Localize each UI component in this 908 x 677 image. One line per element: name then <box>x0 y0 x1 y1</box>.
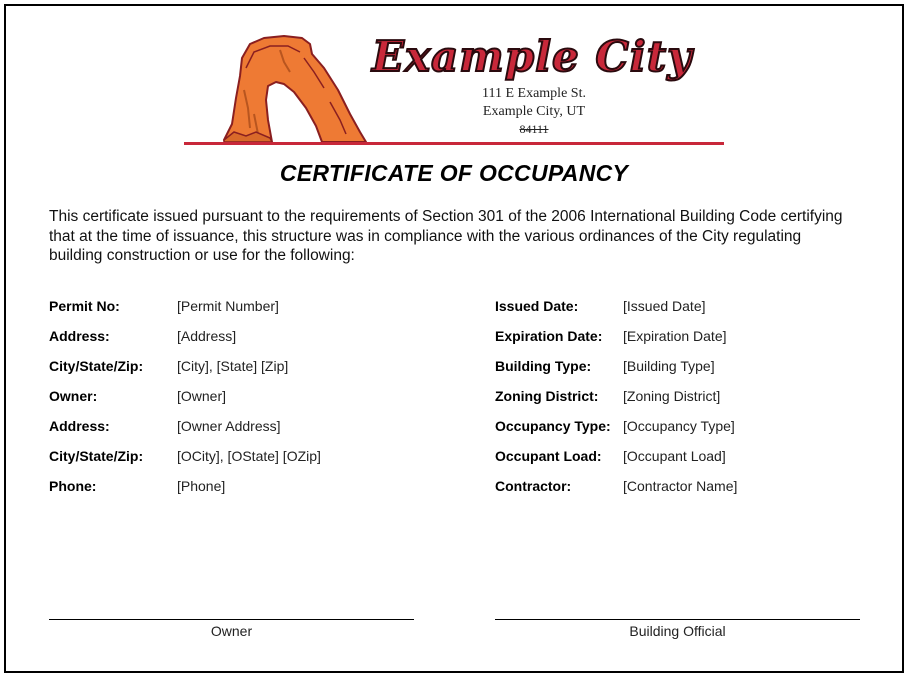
field-label: Address: <box>49 328 110 344</box>
field-value: [OCity], [OState] [OZip] <box>177 448 321 464</box>
field-value: [Address] <box>177 328 237 344</box>
field-value: [City], [State] [Zip] <box>177 358 289 374</box>
field-label: Owner: <box>49 388 98 404</box>
field-value: [Zoning District] <box>623 388 721 404</box>
field-label: Issued Date: <box>495 298 579 314</box>
owner-signature-block <box>49 619 414 639</box>
field-label: Expiration Date: <box>495 328 603 344</box>
field-value: [Permit Number] <box>177 298 279 314</box>
field-value: [Owner Address] <box>177 418 281 434</box>
field-label: Occupant Load: <box>495 448 602 464</box>
field-label: Zoning District: <box>495 388 599 404</box>
field-label: Building Type: <box>495 358 592 374</box>
field-value: [Building Type] <box>623 358 715 374</box>
official-signature-line <box>495 619 860 620</box>
letterhead <box>184 28 724 146</box>
owner-signature-line <box>49 619 414 620</box>
address-line-1: 111 E Example St. <box>482 86 586 101</box>
field-value: [Expiration Date] <box>623 328 727 344</box>
header-divider <box>184 142 724 145</box>
official-signature-label: Building Official <box>629 623 726 639</box>
field-label: Contractor: <box>495 478 572 494</box>
field-label: City/State/Zip: <box>49 448 144 464</box>
field-label: Phone: <box>49 478 97 494</box>
official-signature-block <box>495 619 860 639</box>
field-value: [Occupant Load] <box>623 448 726 464</box>
field-value: [Contractor Name] <box>623 478 738 494</box>
field-value: [Occupancy Type] <box>623 418 735 434</box>
address-line-2: Example City, UT <box>482 104 586 119</box>
field-value: [Issued Date] <box>623 298 706 314</box>
intro-paragraph: This certificate issued pursuant to the requirements of Section 301 of the 2006 International Building Code certifying that at the time of issuance, this structure was in compliance with the various ordinances of the City regulating building construction or use for the following: <box>49 208 843 264</box>
field-label: Permit No: <box>49 298 120 314</box>
field-value: [Owner] <box>177 388 227 404</box>
city-name: Example City <box>372 32 693 81</box>
certificate-title: CERTIFICATE OF OCCUPANCY <box>279 160 629 186</box>
field-value: [Phone] <box>177 478 226 494</box>
zip-code <box>444 122 624 137</box>
zip-value: 84111 <box>519 122 549 136</box>
certificate-page <box>4 4 904 673</box>
owner-signature-label: Owner <box>210 623 253 639</box>
field-label: City/State/Zip: <box>49 358 144 374</box>
field-label: Occupancy Type: <box>495 418 611 434</box>
field-label: Address: <box>49 418 110 434</box>
arch-logo-icon <box>184 28 384 146</box>
